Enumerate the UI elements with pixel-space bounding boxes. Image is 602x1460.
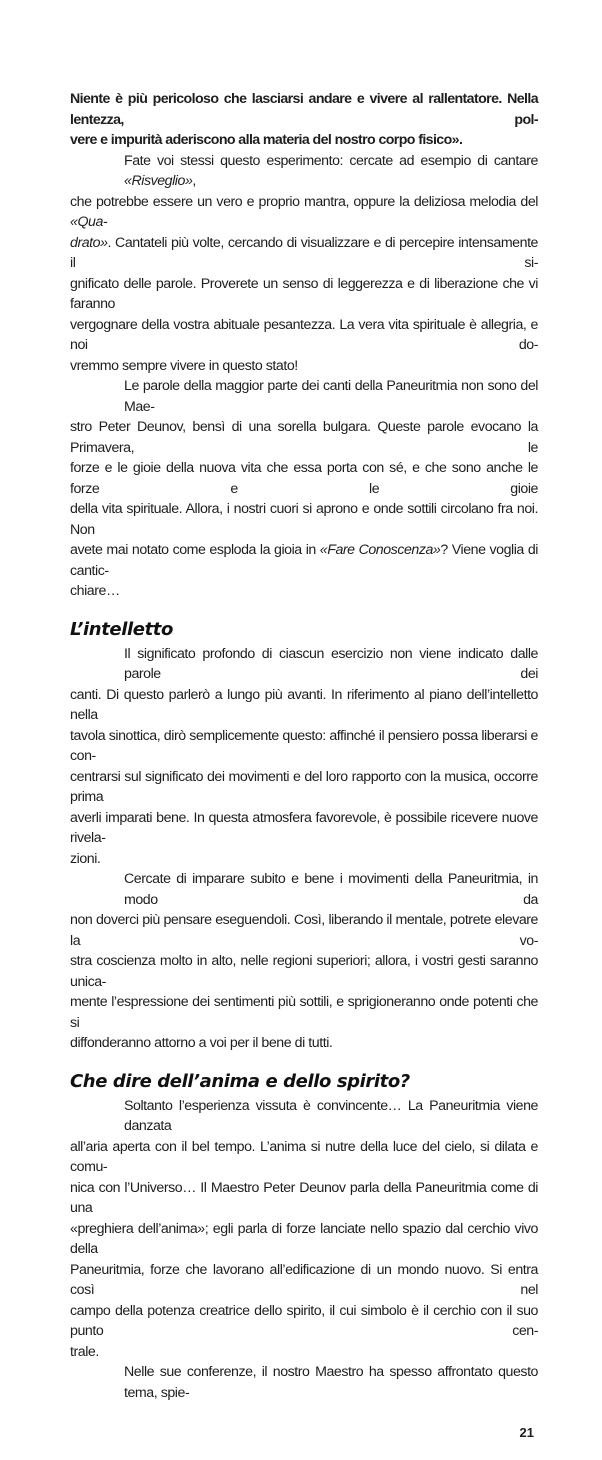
- paragraph-intelletto-2: [70, 869, 538, 1054]
- song-title-quadrato-end: drato»: [70, 234, 108, 251]
- text-line: [70, 540, 538, 581]
- section-heading-anima-spirito: Che dire dell’anima e dello spirito?: [70, 1070, 410, 1092]
- text-line: tavola sinottica, dirò semplicemente questo: affinché il pensiero possa liberarsi e con-: [70, 727, 538, 764]
- song-title-risveglio: «Risveglio»: [124, 173, 193, 189]
- song-title-quadrato: «Qua-: [70, 214, 108, 230]
- text-line: mente l’espressione dei sentimenti più sottili, e sprigioneranno onde potenti che si: [70, 994, 538, 1031]
- text-line: diffonderanno attorno a voi per il bene di tutti.: [70, 1035, 333, 1051]
- text-line: chiare…: [70, 583, 120, 599]
- text-line: zioni.: [70, 850, 101, 867]
- text-line: stra coscienza molto in alto, nelle regioni superiori; allora, i vostri gesti saranno unica-: [70, 953, 538, 990]
- text-fragment: . Cantateli più volte, cercando di visualizzare e di percepire intensamente il si-: [70, 234, 538, 271]
- text-line: Le parole della maggior parte dei canti della Paneuritmia non sono del Mae-: [124, 378, 538, 415]
- paragraph-quote-end: [70, 89, 538, 151]
- text-fragment: Fate voi stessi questo esperimento: cercate ad esempio di cantare: [124, 152, 538, 169]
- text-line: nica con l’Universo… Il Maestro Peter Deunov parla della Paneuritmia come di una: [70, 1179, 538, 1216]
- song-title-fare-conoscenza: «Fare Conoscenza»: [319, 542, 441, 558]
- text-line: centrarsi sul significato dei movimenti e del loro rapporto con la musica, occorre prima: [70, 768, 538, 805]
- text-line: non doverci più pensare eseguendoli. Così, liberando il mentale, potrete elevare la vo-: [70, 912, 538, 949]
- paragraph-intelletto-1: [70, 644, 538, 870]
- text-line: vere e impurità aderiscono alla materia del nostro corpo fisico».: [70, 132, 463, 148]
- paragraph-anima-1: [70, 1096, 538, 1363]
- text-line: [70, 151, 538, 192]
- text-fragment: avete mai notato come esploda la gioia in: [70, 542, 320, 558]
- spacer: [70, 602, 538, 616]
- text-line: vergognare della vostra abituale pesantezza. La vera vita spirituale è allegria, e noi do-: [70, 316, 538, 353]
- text-line: [70, 233, 538, 274]
- paragraph-lyrics: [70, 376, 538, 602]
- page-number-spacer: [70, 1403, 538, 1423]
- text-line: Soltanto l’esperienza vissuta è convincente… La Paneuritmia viene danzata: [124, 1097, 538, 1134]
- paragraph-experiment: [70, 151, 538, 377]
- text-line: Paneuritmia, forze che lavorano all’edificazione di un mondo nuovo. Si entra così nel: [70, 1261, 538, 1298]
- text-fragment: che potrebbe essere un vero e proprio mantra, oppure la deliziosa melodia del: [70, 193, 538, 210]
- text-line: averli imparati bene. In questa atmosfera favorevole, è possibile ricevere nuove rivela-: [70, 809, 538, 846]
- text-line: Niente è più pericoloso che lasciarsi andare e vivere al rallentatore. Nella lentezza, pol-: [70, 91, 538, 128]
- text-fragment: ? Viene voglia di cantic-: [70, 542, 538, 579]
- text-line: all’aria aperta con il bel tempo. L’anima si nutre della luce del cielo, si dilata e comu-: [70, 1138, 538, 1175]
- text-line: vremmo sempre vivere in questo stato!: [70, 357, 298, 374]
- text-line: Il significato profondo di ciascun esercizio non viene indicato dalle parole dei: [124, 645, 538, 682]
- text-line: Cercate di imparare subito e bene i movimenti della Paneuritmia, in modo da: [124, 871, 538, 908]
- paragraph-anima-2: [70, 1362, 538, 1403]
- page-body: [70, 89, 538, 1423]
- text-line: trale.: [70, 1343, 99, 1360]
- text-line: canti. Di questo parlerò a lungo più avanti. In riferimento al piano dell’intelletto nella: [70, 686, 538, 723]
- text-line: della vita spirituale. Allora, i nostri cuori si aprono e onde sottili circolano fra noi. Non: [70, 501, 538, 538]
- text-line: «preghiera dell’anima»; egli parla di forze lanciate nello spazio dal cerchio vivo della: [70, 1220, 538, 1257]
- text-fragment: ,: [192, 173, 196, 189]
- page-number: 21: [519, 1425, 534, 1440]
- section-heading-intelletto: L’intelletto: [70, 618, 173, 640]
- text-line: [70, 192, 538, 233]
- text-line: forze e le gioie della nuova vita che essa porta con sé, e che sono anche le forze e le gioie: [70, 460, 538, 497]
- text-line: stro Peter Deunov, bensì di una sorella bulgara. Queste parole evocano la Primavera, le: [70, 419, 538, 456]
- text-line: gnificato delle parole. Proverete un senso di leggerezza e di liberazione che vi faranno: [70, 275, 538, 312]
- spacer: [70, 1054, 538, 1068]
- text-line: campo della potenza creatrice dello spirito, il cui simbolo è il cerchio con il suo punto cen-: [70, 1302, 538, 1339]
- text-line: Nelle sue conferenze, il nostro Maestro ha spesso affrontato questo tema, spie-: [124, 1364, 538, 1401]
